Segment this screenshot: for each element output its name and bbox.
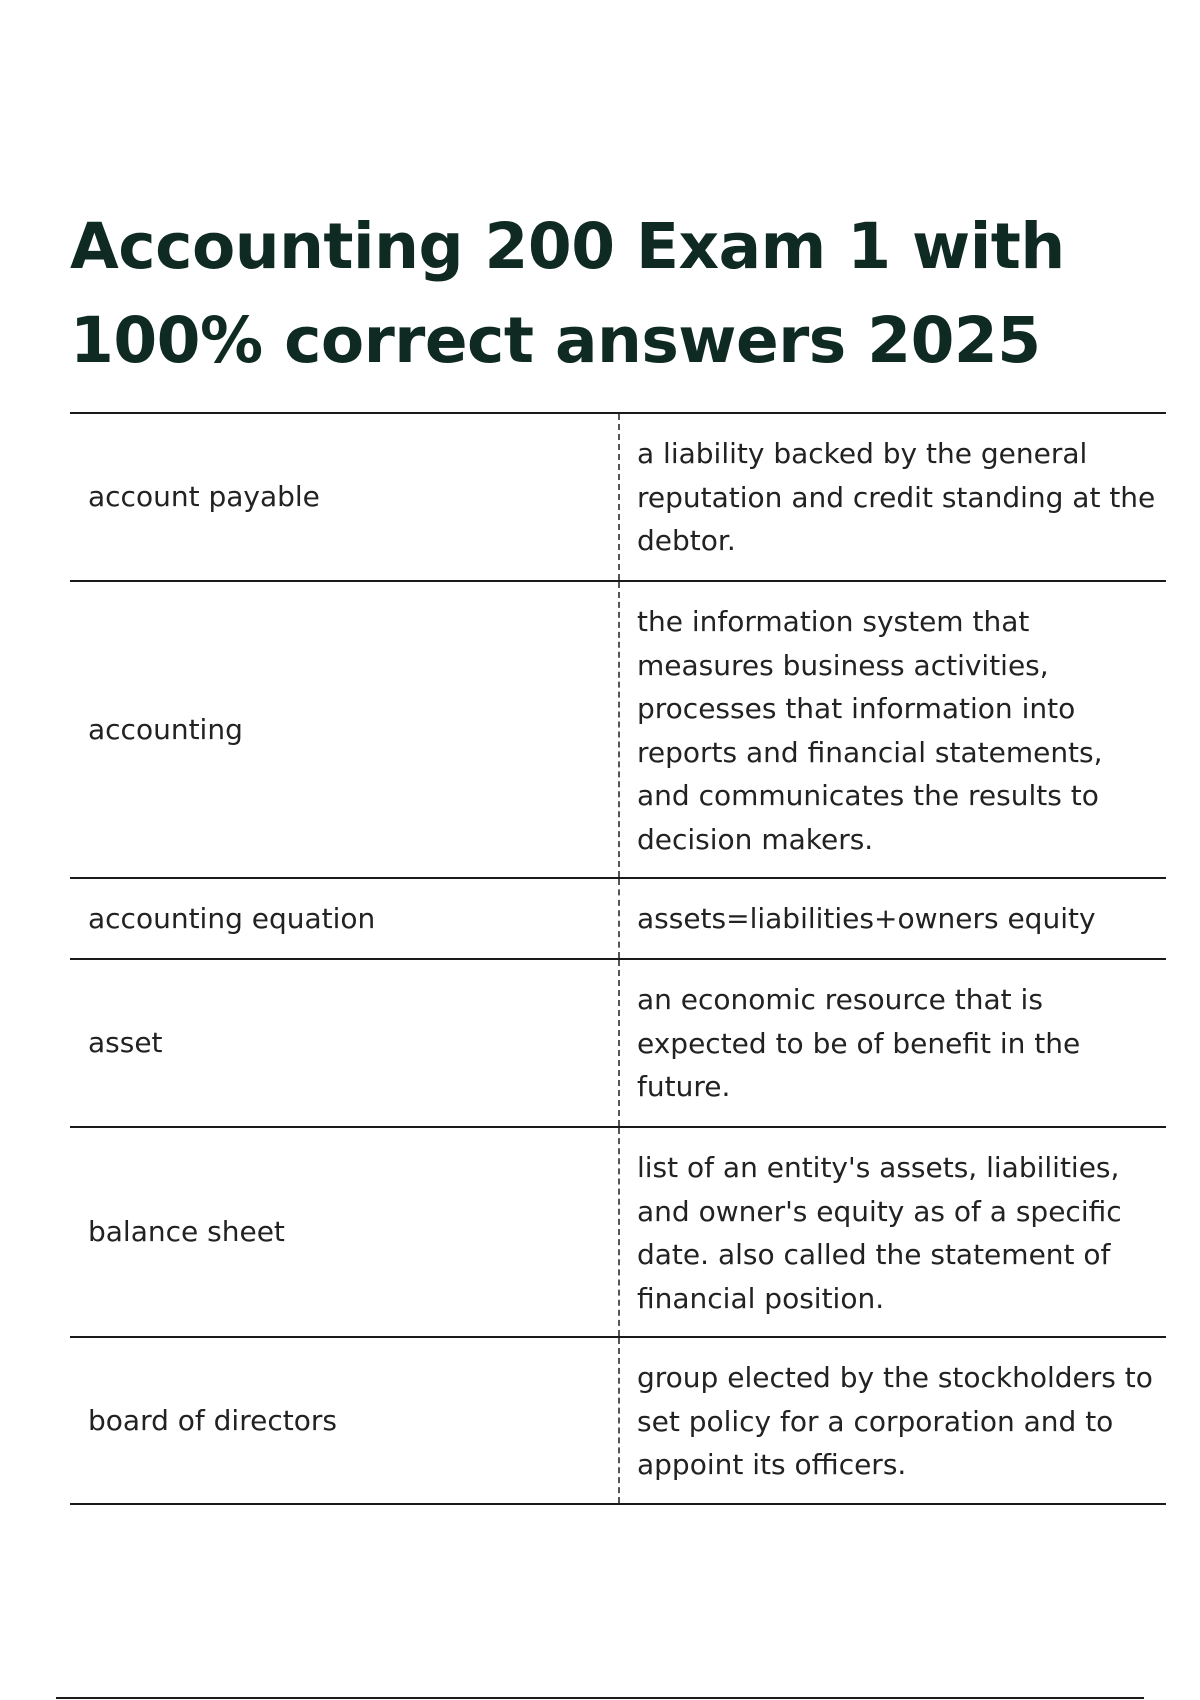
terms-table xyxy=(70,412,1166,1505)
definition-cell: list of an entity's assets, liabilities, and owner's equity as of a specific date. also called the statement of financial position. xyxy=(618,1128,1166,1336)
definition-cell: assets=liabilities+owners equity xyxy=(618,879,1166,958)
definition-cell: group elected by the stockholders to set policy for a corporation and to appoint its officers. xyxy=(618,1338,1166,1503)
footer-divider xyxy=(56,1697,1144,1699)
term-cell: accounting equation xyxy=(88,901,376,935)
page-title xyxy=(70,200,1150,388)
term-cell: asset xyxy=(88,1026,163,1060)
table-row xyxy=(70,582,1166,879)
table-row xyxy=(70,1338,1166,1505)
table-row xyxy=(70,414,1166,582)
page-title-line-1: Accounting 200 Exam 1 with xyxy=(70,210,1065,283)
term-cell: accounting xyxy=(88,712,243,746)
definition-cell: an economic resource that is expected to be of benefit in the future. xyxy=(618,960,1166,1126)
definition-cell: the information system that measures business activities, processes that information into reports and financial statements, and communicates the results to decision makers. xyxy=(618,582,1166,877)
table-row xyxy=(70,879,1166,960)
table-row xyxy=(70,960,1166,1128)
term-cell: balance sheet xyxy=(88,1215,285,1249)
definition-cell: a liability backed by the general reputation and credit standing at the debtor. xyxy=(618,414,1166,580)
page-title-line-2: 100% correct answers 2025 xyxy=(70,304,1041,377)
term-cell: account payable xyxy=(88,480,320,514)
term-cell: board of directors xyxy=(88,1403,337,1437)
table-row xyxy=(70,1128,1166,1338)
